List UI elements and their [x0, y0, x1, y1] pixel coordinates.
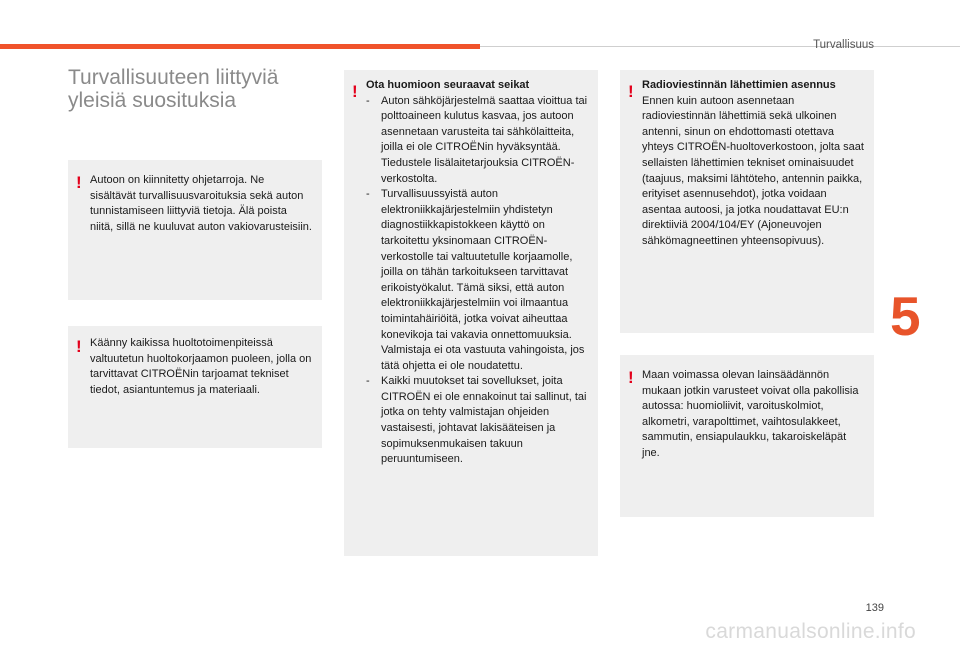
warning-icon: !: [76, 173, 82, 192]
page-number: 139: [865, 602, 884, 614]
warning-icon: !: [352, 82, 358, 101]
warning-text-labels: Autoon on kiinnitetty ohjetarroja. Ne sisältävät turvallisuusvaroituksia sekä auton tunnistamiseen liittyviä tietoja. Älä poista niitä, sillä ne kuuluvat auton vakiovarusteisiin.: [90, 174, 312, 233]
header-rule: [480, 46, 960, 47]
warning-icon: !: [628, 368, 634, 387]
list-dash: -: [366, 375, 370, 388]
warning-text-service: Käänny kaikissa huoltotoimenpiteissä valtuutetun huoltokorjaamon puoleen, jolla on tarvittavat CITROËNin tarjoamat tekniset tiedot, asiantuntemus ja materiaali.: [90, 337, 312, 396]
warning-icon: !: [76, 337, 82, 356]
warning-box-service: [68, 326, 322, 448]
page-title-line-2: yleisiä suosituksia: [68, 89, 237, 112]
notes-item: - Kaikki muutokset tai sovellukset, joita CITROËN ei ole ennakoinut tai sallinut, tai jotka on tehty valmistajan ohjeiden vastaisesti, johtavat lakisääteisen ja sopimuksenmukaisen takuun peruuntumiseen.: [366, 375, 587, 466]
warning-box-labels: [68, 160, 322, 300]
warning-box-radio: [620, 70, 874, 333]
notes-content: [366, 78, 596, 468]
watermark: carmanualsonline.info: [705, 620, 916, 643]
section-name: Turvallisuus: [813, 39, 874, 51]
warning-box-equipment: [620, 355, 874, 517]
page-title: [68, 66, 328, 112]
warning-text-equipment: Maan voimassa olevan lainsäädännön mukaan jotkin varusteet voivat olla pakollisia autossa: huomioliivit, varoituskolmiot, alkometri, varapolttimet, vaihtosulakkeet, sammutin, ensiapulaukku, takaroiskeläpät jne.: [642, 369, 859, 459]
radio-body: Ennen kuin autoon asennetaan radioviestinnän lähettimiä sekä ulkoinen antenni, sinun on ehdottomasti otettava yhteys CITROËN-huoltoverkostoon, jolta saat sellaisten lähettimien tekniset ominaisuudet (taajuus, maksimi lähtöteho, antennin paikka, erityiset asennusehdot), jotka voidaan asentaa autoosi, ja jotka noudattavat EU:n direktiiviä 2004/104/EY (Ajoneuvojen sähkömagneettinen yhteensopivuus).: [642, 94, 864, 247]
list-dash: -: [366, 94, 370, 107]
notes-item: - Turvallisuussyistä auton elektroniikkajärjestelmiin yhdistetyn diagnostiikkapistokkeen käyttö on tarkoitettu yksinomaan CITROËN-verkostolle tai valtuutetulle korjaamolle, joilla on tähän tarkoitukseen tarvittavat erikoistyökalut. Tämä siksi, että auton elektroniikkajärjestelmiin voi ilmaantua toimintahäiriöitä, jotka voivat aiheuttaa konevikoja tai vakavia onnettomuuksia. Valmistaja ei ota vastuuta vahingoista, jos tätä ohjetta ei ole noudatettu.: [366, 188, 585, 372]
warning-icon: !: [628, 82, 634, 101]
chapter-number: 5: [890, 285, 921, 347]
radio-title: Radioviestinnän lähettimien asennus: [642, 79, 836, 91]
page-title-line-1: Turvallisuuteen liittyviä: [68, 66, 279, 89]
notes-item: - Auton sähköjärjestelmä saattaa vioittua tai polttoaineen kulutus kasvaa, jos autoon asennetaan varusteita tai sähkölaitteita, joilla ei ole CITROËNin hyväksyntää. Tiedustele lisälaitetarjouksia CITROËN-verkostolta.: [366, 94, 588, 185]
notes-list: [366, 94, 596, 468]
notes-title: Ota huomioon seuraavat seikat: [366, 79, 530, 91]
radio-content: [642, 78, 868, 250]
header-accent-bar: [0, 44, 480, 49]
list-dash: -: [366, 188, 370, 201]
warning-box-notes: [344, 70, 598, 556]
